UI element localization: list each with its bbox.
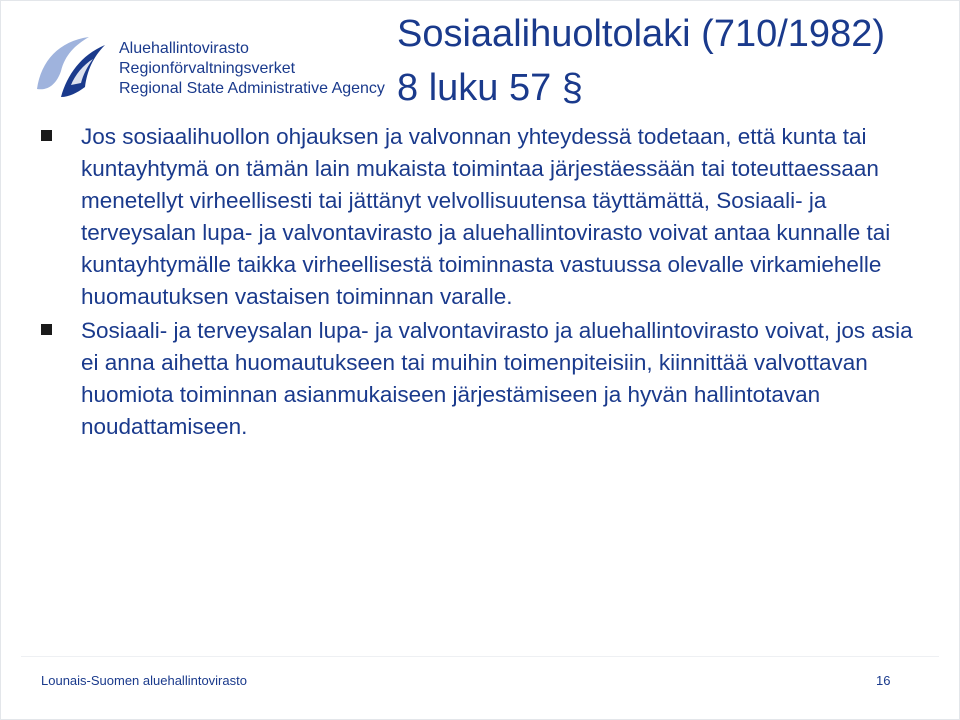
- agency-logo-icon: [31, 31, 111, 101]
- bullet-item: [41, 315, 921, 443]
- page-number: 16: [876, 673, 891, 688]
- slide-title-line-2: 8 luku 57 §: [397, 67, 583, 109]
- bullet-text: Jos sosiaalihuollon ohjauksen ja valvonnan yhteydessä todetaan, että kunta tai kuntayhtymä on tämän lain mukaista toimintaa järjestäessään tai toteuttaessaan menetellyt virheellisesti tai jättänyt velvollisuutensa täyttämättä, Sosiaali- ja terveysalan lupa- ja valvontavirasto ja aluehallintovirasto voivat antaa kunnalle tai kuntayhtymälle taikka virheellisestä toiminnasta vastuussa olevalle virkamiehelle huomautuksen vastaisen toiminnan varalle.: [81, 124, 891, 309]
- agency-logo-text: [119, 39, 385, 99]
- bullet-text: Sosiaali- ja terveysalan lupa- ja valvontavirasto ja aluehallintovirasto voivat, jos asia ei anna aihetta huomautukseen tai muihin toimenpiteisiin, kiinnittää valvottavan huomiota toiminnan asianmukaiseen järjestämiseen ja hyvän hallintotavan noudattamiseen.: [81, 318, 913, 439]
- logo-line-2: Regionförvaltningsverket: [119, 60, 296, 77]
- footer-divider: [21, 656, 939, 657]
- square-bullet-icon: [41, 130, 52, 141]
- logo-line-1: Aluehallintovirasto: [119, 40, 249, 57]
- square-bullet-icon: [41, 324, 52, 335]
- footer-organization: Lounais-Suomen aluehallintovirasto: [41, 673, 247, 688]
- slide-title: [397, 7, 957, 115]
- slide-content: [41, 121, 921, 445]
- logo-line-3: Regional State Administrative Agency: [119, 80, 385, 97]
- agency-logo: [31, 27, 391, 105]
- bullet-item: [41, 121, 921, 313]
- slide-title-line-1: Sosiaalihuoltolaki (710/1982): [397, 13, 885, 55]
